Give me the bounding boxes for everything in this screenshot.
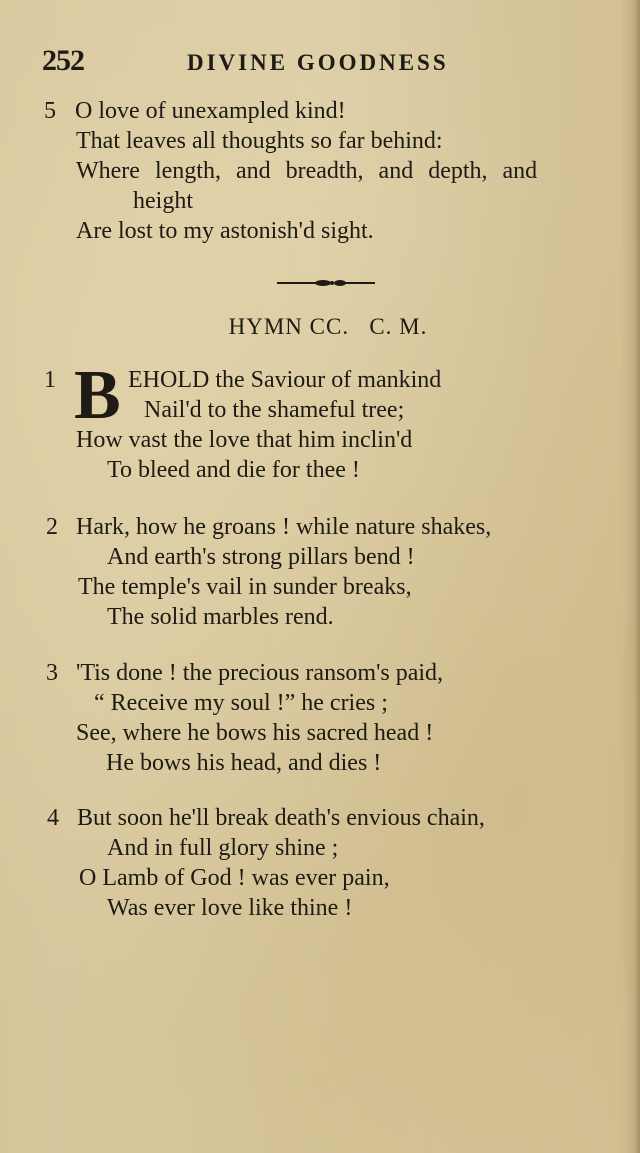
verse-line: Where length, and breadth, and depth, and [76,158,538,184]
verse-line: O love of unexampled kind! [75,98,346,124]
verse-number: 3 [46,660,58,686]
hymn-title: HYMN CC. C. M. [228,314,428,339]
page-number: 252 [42,44,84,77]
verse-line: height [133,188,193,214]
verse-line: “ Receive my soul !” he cries ; [94,690,388,716]
verse-line: The solid marbles rend. [107,604,334,630]
verse-line: But soon he'll break death's envious chain, [77,805,485,831]
verse-line: To bleed and die for thee ! [107,457,360,483]
verse-line: See, where he bows his sacred head ! [76,720,434,746]
verse-line: O Lamb of God ! was ever pain, [79,865,390,891]
verse-number: 4 [47,805,59,831]
page-header [42,44,502,84]
verse-line: And earth's strong pillars bend ! [107,544,415,570]
verse-line: Are lost to my astonish'd sight. [76,218,374,244]
verse-line: He bows his head, and dies ! [106,750,382,776]
verse-line: Nail'd to the shameful tree; [144,397,405,423]
verse-number: 5 [44,98,56,124]
verse-line: 'Tis done ! the precious ransom's paid, [76,660,444,686]
verse-line: Hark, how he groans ! while nature shakes, [76,514,492,540]
verse-line: And in full glory shine ; [107,835,339,861]
verse-number: 1 [44,367,56,393]
verse-line: That leaves all thoughts so far behind: [76,128,443,154]
page-edge-shadow [634,0,640,1153]
drop-cap: B [74,357,121,434]
rule-ornament-icon [277,279,375,287]
running-title: DIVINE GOODNESS [187,50,449,75]
verse-line: How vast the love that him inclin'd [76,427,413,453]
verse-line: EHOLD the Saviour of mankind [128,367,442,393]
verse-number: 2 [46,514,58,540]
verse-line: The temple's vail in sunder breaks, [78,574,412,600]
verse-line: Was ever love like thine ! [107,895,353,921]
